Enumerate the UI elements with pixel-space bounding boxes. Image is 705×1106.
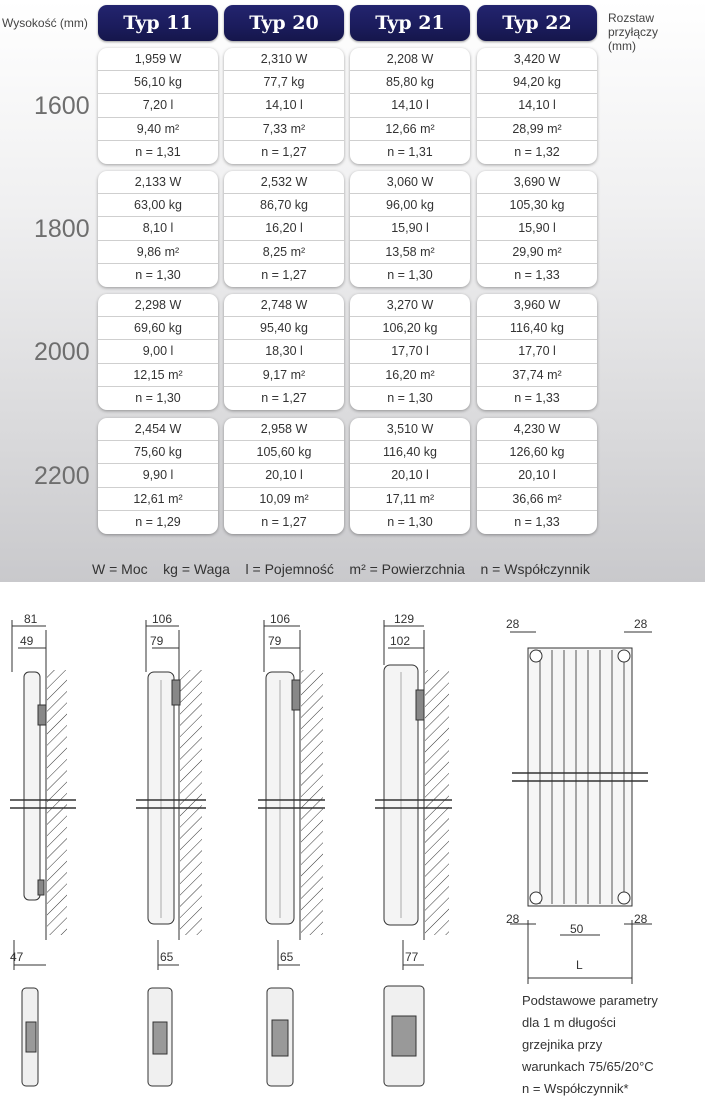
- dim-label: 106: [270, 612, 291, 626]
- spec-value: n = 1,33: [514, 514, 560, 529]
- type-header: Typ 21: [350, 5, 470, 41]
- spec-value: 15,90 l: [350, 217, 470, 240]
- spec-value: 9,86 m²: [98, 241, 218, 264]
- dim-label: 79: [268, 634, 282, 648]
- spec-value: 95,40 kg: [224, 317, 344, 340]
- spec-value: 14,10 l: [477, 94, 597, 117]
- spec-value: 77,7 kg: [224, 71, 344, 94]
- spec-value: 3,270 W: [350, 294, 470, 317]
- spec-value: n = 1,30: [135, 390, 181, 405]
- spec-value: n = 1,31: [387, 144, 433, 159]
- type-header: Typ 22: [477, 5, 597, 41]
- spec-value: 36,66 m²: [477, 488, 597, 511]
- spec-value: 105,60 kg: [224, 441, 344, 464]
- spec-value: 16,20 l: [224, 217, 344, 240]
- dim-label: 65: [280, 950, 294, 964]
- spec-value: n = 1,27: [261, 144, 307, 159]
- spec-value: n = 1,30: [387, 390, 433, 405]
- height-column-label: Wysokość (mm): [2, 16, 88, 30]
- spec-value: 2,748 W: [224, 294, 344, 317]
- spec-value: n = 1,33: [514, 267, 560, 282]
- spec-value: 12,15 m²: [98, 364, 218, 387]
- spec-value: 116,40 kg: [350, 441, 470, 464]
- description: Podstawowe parametry dla 1 m długości grzejnika przy warunkach 75/65/20°C n = Współczynnik*: [522, 993, 658, 1096]
- spec-value: 15,90 l: [477, 217, 597, 240]
- spec-value: n = 1,33: [514, 390, 560, 405]
- dim-label: 28: [506, 912, 520, 926]
- spec-value: 2,310 W: [224, 48, 344, 71]
- spec-value: 28,99 m²: [477, 118, 597, 141]
- spec-value: 2,958 W: [224, 418, 344, 441]
- spec-value: 17,11 m²: [350, 488, 470, 511]
- dim-label: 50: [570, 922, 584, 936]
- spec-value: 9,17 m²: [224, 364, 344, 387]
- spec-value: 86,70 kg: [224, 194, 344, 217]
- spec-value: 2,532 W: [224, 171, 344, 194]
- spec-value: n = 1,30: [135, 267, 181, 282]
- spec-value: 85,80 kg: [350, 71, 470, 94]
- spec-value: 105,30 kg: [477, 194, 597, 217]
- spec-value: 106,20 kg: [350, 317, 470, 340]
- height-label: 1800: [34, 215, 90, 243]
- spec-value: n = 1,32: [514, 144, 560, 159]
- spec-value: 9,00 l: [98, 340, 218, 363]
- spec-value: n = 1,27: [261, 267, 307, 282]
- spec-value: 37,74 m²: [477, 364, 597, 387]
- spec-value: 56,10 kg: [98, 71, 218, 94]
- cross-section-typ22: [384, 986, 424, 1086]
- spec-value: n = 1,29: [135, 514, 181, 529]
- spec-value: 2,133 W: [98, 171, 218, 194]
- height-label: 1600: [34, 92, 90, 120]
- spec-value: n = 1,30: [387, 267, 433, 282]
- spec-value: 20,10 l: [224, 464, 344, 487]
- spec-value: 7,33 m²: [224, 118, 344, 141]
- spec-value: 75,60 kg: [98, 441, 218, 464]
- spec-value: 7,20 l: [98, 94, 218, 117]
- spec-value: 12,66 m²: [350, 118, 470, 141]
- spec-value: 12,61 m²: [98, 488, 218, 511]
- height-label: 2000: [34, 338, 90, 366]
- type-header: Typ 11: [98, 5, 218, 41]
- spec-value: 1,959 W: [98, 48, 218, 71]
- dim-label: 79: [150, 634, 164, 648]
- spec-value: 116,40 kg: [477, 317, 597, 340]
- spec-value: 4,230 W: [477, 418, 597, 441]
- dim-label: 28: [506, 617, 520, 631]
- spec-value: n = 1,27: [261, 390, 307, 405]
- spec-value: 14,10 l: [224, 94, 344, 117]
- spec-value: 20,10 l: [477, 464, 597, 487]
- spec-value: 69,60 kg: [98, 317, 218, 340]
- spec-value: 96,00 kg: [350, 194, 470, 217]
- cross-section-typ21: [267, 988, 293, 1086]
- spec-value: 13,58 m²: [350, 241, 470, 264]
- spec-value: 16,20 m²: [350, 364, 470, 387]
- spec-value: 2,454 W: [98, 418, 218, 441]
- side-view-typ22: [375, 620, 452, 970]
- spec-value: n = 1,30: [387, 514, 433, 529]
- side-view-typ11: [10, 620, 76, 970]
- spec-value: 3,060 W: [350, 171, 470, 194]
- spec-value: 3,510 W: [350, 418, 470, 441]
- cross-section-typ11: [22, 988, 38, 1086]
- spec-value: 18,30 l: [224, 340, 344, 363]
- spec-value: 20,10 l: [350, 464, 470, 487]
- spec-value: 29,90 m²: [477, 241, 597, 264]
- dim-label: 49: [20, 634, 34, 648]
- side-view-typ21: [258, 620, 325, 970]
- spec-value: n = 1,31: [135, 144, 181, 159]
- spec-value: 9,40 m²: [98, 118, 218, 141]
- spacing-column-label: Rozstaw przyłączy (mm): [608, 11, 659, 53]
- dim-label: 102: [390, 634, 411, 648]
- dim-label: 106: [152, 612, 173, 626]
- dim-label: 77: [405, 950, 419, 964]
- dim-label: 28: [634, 912, 648, 926]
- dim-label: 28: [634, 617, 648, 631]
- spec-value: 3,690 W: [477, 171, 597, 194]
- dim-label: 81: [24, 612, 38, 626]
- side-view-typ20: [136, 620, 206, 970]
- spec-value: 2,298 W: [98, 294, 218, 317]
- spec-value: 8,25 m²: [224, 241, 344, 264]
- spec-value: 126,60 kg: [477, 441, 597, 464]
- legend: W = Moc kg = Waga l = Pojemność m² = Powierzchnia n = Współczynnik: [92, 561, 590, 577]
- dim-label: 47: [10, 950, 24, 964]
- spec-value: 3,960 W: [477, 294, 597, 317]
- dim-label: L: [576, 958, 583, 972]
- spec-value: 2,208 W: [350, 48, 470, 71]
- cross-section-typ20: [148, 988, 172, 1086]
- spec-value: 17,70 l: [350, 340, 470, 363]
- type-header: Typ 20: [224, 5, 344, 41]
- spec-value: 17,70 l: [477, 340, 597, 363]
- spec-value: n = 1,27: [261, 514, 307, 529]
- spec-value: 94,20 kg: [477, 71, 597, 94]
- height-label: 2200: [34, 462, 90, 490]
- dim-label: 129: [394, 612, 415, 626]
- dim-label: 65: [160, 950, 174, 964]
- spec-value: 8,10 l: [98, 217, 218, 240]
- spec-value: 10,09 m²: [224, 488, 344, 511]
- spec-value: 14,10 l: [350, 94, 470, 117]
- spec-value: 63,00 kg: [98, 194, 218, 217]
- spec-value: 3,420 W: [477, 48, 597, 71]
- spec-value: 9,90 l: [98, 464, 218, 487]
